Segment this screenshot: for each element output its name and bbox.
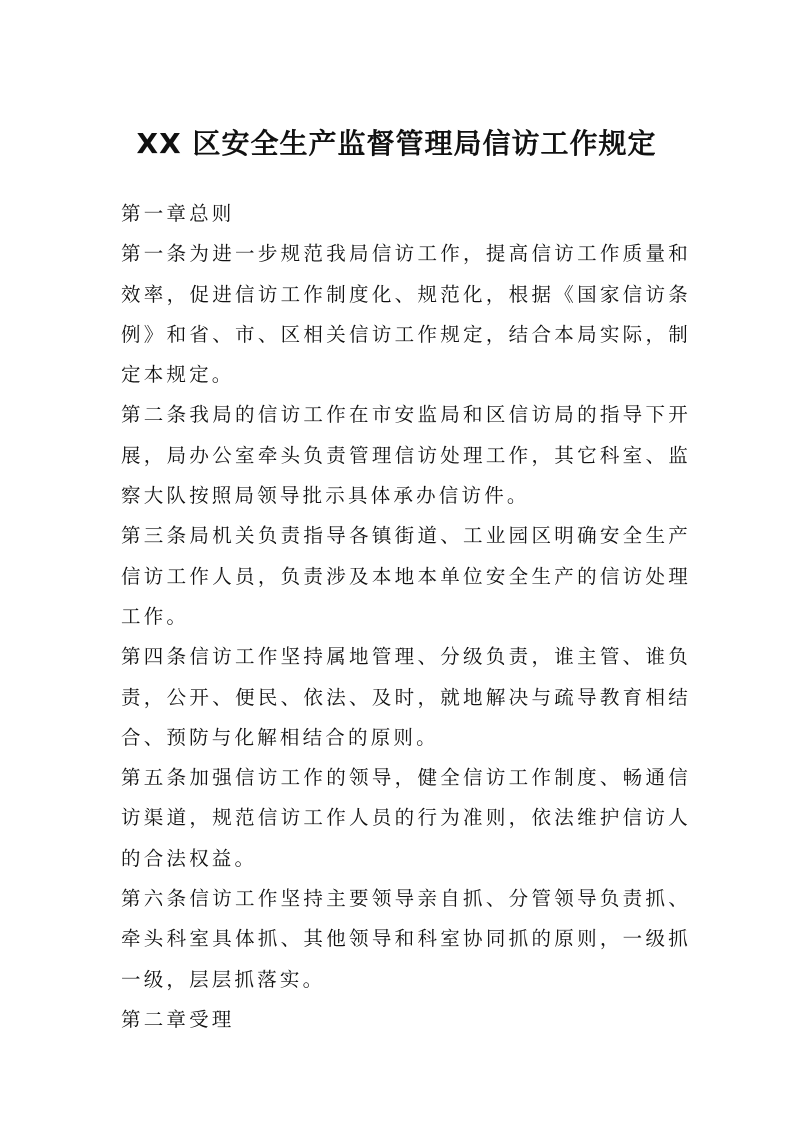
- article-1: 第一条为进一步规范我局信访工作，提高信访工作质量和效率，促进信访工作制度化、规范化，根据《国家信访条例》和省、市、区相关信访工作规定，结合本局实际，制定本规定。: [121, 242, 691, 387]
- article-4: 第四条信访工作坚持属地管理、分级负责，谁主管、谁负责，公开、便民、依法、及时，就地解决与疏导教育相结合、预防与化解相结合的原则。: [121, 645, 691, 749]
- article-2: 第二条我局的信访工作在市安监局和区信访局的指导下开展，局办公室牵头负责管理信访处理工作，其它科室、监察大队按照局领导批示具体承办信访件。: [121, 403, 691, 508]
- article-5: 第五条加强信访工作的领导，健全信访工作制度、畅通信访渠道，规范信访工作人员的行为准则，依法维护信访人的合法权益。: [121, 766, 691, 870]
- chapter-heading-2: 第二章受理: [121, 1007, 235, 1031]
- article-6: 第六条信访工作坚持主要领导亲自抓、分管领导负责抓、牵头科室具体抓、其他领导和科室协同抓的原则，一级抓一级，层层抓落实。: [121, 887, 691, 991]
- article-3: 第三条局机关负责指导各镇街道、工业园区明确安全生产信访工作人员，负责涉及本地本单位安全生产的信访处理工作。: [121, 524, 691, 628]
- document-title: XX 区安全生产监督管理局信访工作规定: [136, 127, 657, 160]
- chapter-heading-1: 第一章总则: [121, 202, 235, 225]
- document-body: [121, 194, 691, 1040]
